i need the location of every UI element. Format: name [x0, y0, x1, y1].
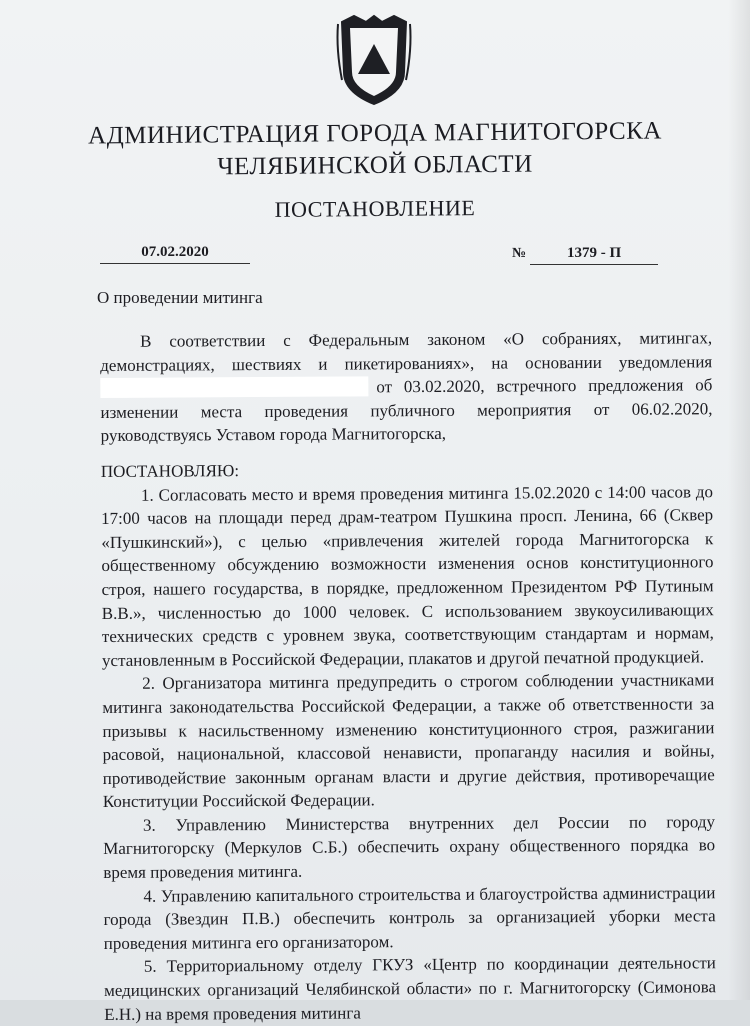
decree-item: 5. Территориальному отделу ГКУЗ «Центр по координации деятельности медицинских организаций Челябинской области» по г. Магнитогорску (Симонова Е.Н.) на время проведения митинга — [103, 953, 717, 1024]
decree-item: 1. Согласовать место и время проведения митинга 15.02.2020 с 14:00 часов до 17:00 часов на площади перед драм-театром Пушкина просп. Ленина, 66 (Сквер «Пушкинский»), с целью «привлечения жителей города Магнитогорска к общественному обсуждению возможности изменения основ конституционного строя, нашего государства, в порядке, предложенном Президентом РФ Путиным В.В.», численностью до 1000 человек. С использованием звукоусиливающих технических средств с уровнем звука, соответствующим стандартам и нормам, установленным в Российской Федерации, плакатов и другой печатной продукцией. — [101, 481, 714, 670]
administration-title: АДМИНИСТРАЦИЯ ГОРОДА МАГНИТОГОРСКА — [87, 117, 663, 150]
preamble-paragraph — [100, 326, 713, 448]
document-type: ПОСТАНОВЛЕНИЕ — [274, 195, 476, 222]
decree-item: 4. Управлению капитального строительства и благоустройства администрации города (Звездин П.В.) обеспечить контроль за организацией уборки места проведения митинга его организатором. — [103, 882, 716, 953]
document-body — [100, 326, 716, 1026]
document-subject: О проведении митинга — [97, 288, 263, 307]
date-field — [100, 244, 250, 264]
number-field — [512, 244, 662, 265]
preamble-part1: В соответствии с Федеральным законом «О собраниях, митингах, демонстрациях, шествиях и пикетированиях», на основании уведомления — [100, 328, 713, 375]
document-date: 07.02.2020 — [100, 244, 250, 264]
redacted-block — [100, 377, 368, 399]
number-sign: № — [512, 246, 527, 261]
decree-item: 3. Управлению Министерства внутренних дел России по городу Магнитогорску (Меркулов С.Б.) обеспечить охрану общественного порядка во время проведения митинга. — [103, 812, 716, 883]
document-number: 1379 - П — [530, 245, 658, 265]
decree-item: 2. Организатора митинга предупредить о строгом соблюдении участниками митинга законодательства Российской Федерации, а также об ответственности за призывы к насильственному изменению конституционного строя, разжигании расовой, национальной, классовой ненависти, пропаганду насилия и войны, противодействие законным органам власти и другие действия, противоречащие Конституции Российской Федерации. — [102, 670, 715, 812]
preamble-part2: от 03.02.2020, встречного предложения об изменении места проведения публичного мероприятия от 06.02.2020, руководствуясь Уставом города Магнитогорска, — [100, 375, 713, 446]
city-emblem-icon — [334, 10, 414, 110]
decree-word: ПОСТАНОВЛЯЮ: — [100, 461, 240, 481]
page-edge-shadow — [728, 0, 750, 1000]
region-title: ЧЕЛЯБИНСКОЙ ОБЛАСТИ — [217, 150, 533, 181]
